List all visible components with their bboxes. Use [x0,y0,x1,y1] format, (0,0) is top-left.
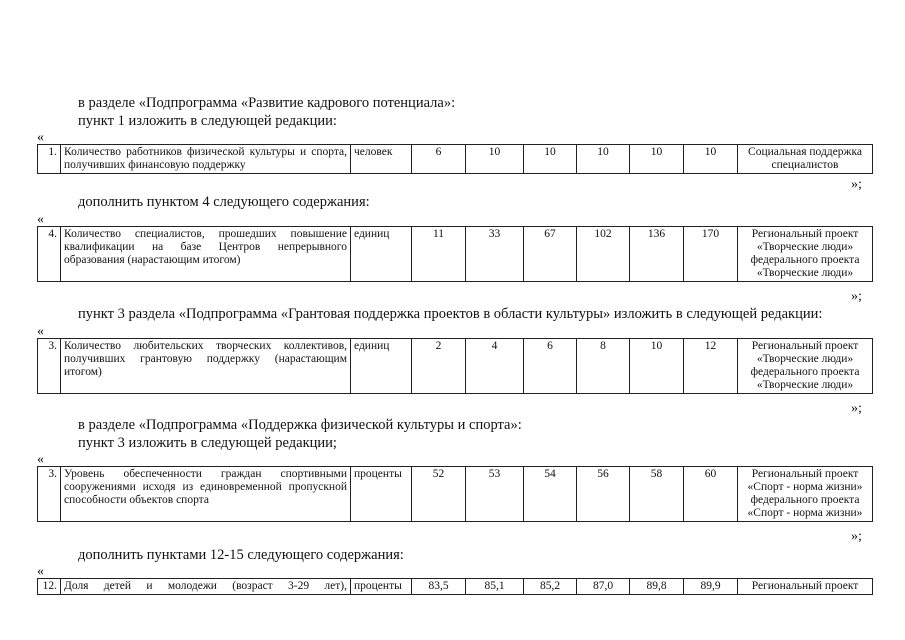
value-cell: 53 [466,467,524,522]
section-heading: в разделе «Подпрограмма «Развитие кадрового потенциала»: [78,95,456,111]
section-instruction: пункт 3 изложить в следующей редакции; [78,435,337,451]
value-cell: 6 [412,145,466,174]
value-cell: 10 [684,145,738,174]
value-cell: 58 [630,467,684,522]
value-cell: 89,8 [630,579,684,595]
indicator-name: Уровень обеспеченности граждан спортивными сооружениями исходя из единовременной пропускной способности объектов спорта [61,467,351,522]
value-cell: 136 [630,227,684,282]
unit-cell: единиц [351,227,412,282]
value-cell: 10 [466,145,524,174]
value-cell: 6 [524,339,577,394]
value-cell: 52 [412,467,466,522]
project-note: Социальная поддержка специалистов [738,145,873,174]
open-quote: « [37,130,44,145]
indicator-name: Количество работников физической культуры и спорта, получивших финансовую поддержку [61,145,351,174]
unit-cell: проценты [351,467,412,522]
value-cell: 85,1 [466,579,524,595]
open-quote: « [37,452,44,467]
open-quote: « [37,212,44,227]
value-cell: 11 [412,227,466,282]
section-instruction: дополнить пунктами 12-15 следующего содержания: [78,547,404,563]
table-row [38,467,873,522]
section-instruction: дополнить пунктом 4 следующего содержания: [78,194,370,210]
row-number: 1. [38,145,61,174]
unit-cell: единиц [351,339,412,394]
row-number: 3. [38,467,61,522]
value-cell: 10 [630,339,684,394]
indicator-name: Количество любительских творческих коллективов, получивших грантовую поддержку (нарастающим итогом) [61,339,351,394]
close-quote: »; [851,401,862,416]
value-cell: 60 [684,467,738,522]
table-row [38,227,873,282]
value-cell: 85,2 [524,579,577,595]
indicator-table [37,338,873,394]
close-quote: »; [851,177,862,192]
close-quote: »; [851,529,862,544]
table-row [38,145,873,174]
table-row [38,579,873,595]
close-quote: »; [851,289,862,304]
unit-cell: проценты [351,579,412,595]
row-number: 12. [38,579,61,595]
project-note: Региональный проект [738,579,873,595]
value-cell: 56 [577,467,630,522]
value-cell: 12 [684,339,738,394]
indicator-name: Доля детей и молодежи (возраст 3-29 лет), [61,579,351,595]
value-cell: 4 [466,339,524,394]
project-note: Региональный проект «Спорт - норма жизни» федерального проекта «Спорт - норма жизни» [738,467,873,522]
indicator-table [37,226,873,282]
table-row [38,339,873,394]
value-cell: 83,5 [412,579,466,595]
row-number: 4. [38,227,61,282]
value-cell: 10 [577,145,630,174]
value-cell: 170 [684,227,738,282]
indicator-table [37,144,873,174]
value-cell: 54 [524,467,577,522]
indicator-table [37,466,873,522]
section-instruction: пункт 3 раздела «Подпрограмма «Грантовая поддержка проектов в области культуры» изложить в следующей редакции: [78,306,823,322]
indicator-name: Количество специалистов, прошедших повышение квалификации на базе Центров непрерывного образования (нарастающим итогом) [61,227,351,282]
value-cell: 10 [524,145,577,174]
row-number: 3. [38,339,61,394]
value-cell: 8 [577,339,630,394]
indicator-table [37,578,873,595]
open-quote: « [37,564,44,579]
open-quote: « [37,324,44,339]
value-cell: 87,0 [577,579,630,595]
project-note: Региональный проект «Творческие люди» федерального проекта «Творческие люди» [738,227,873,282]
unit-cell: человек [351,145,412,174]
project-note: Региональный проект «Творческие люди» федерального проекта «Творческие люди» [738,339,873,394]
value-cell: 102 [577,227,630,282]
value-cell: 10 [630,145,684,174]
value-cell: 2 [412,339,466,394]
value-cell: 89,9 [684,579,738,595]
value-cell: 67 [524,227,577,282]
section-heading: в разделе «Подпрограмма «Поддержка физической культуры и спорта»: [78,417,522,433]
section-instruction: пункт 1 изложить в следующей редакции: [78,113,337,129]
value-cell: 33 [466,227,524,282]
